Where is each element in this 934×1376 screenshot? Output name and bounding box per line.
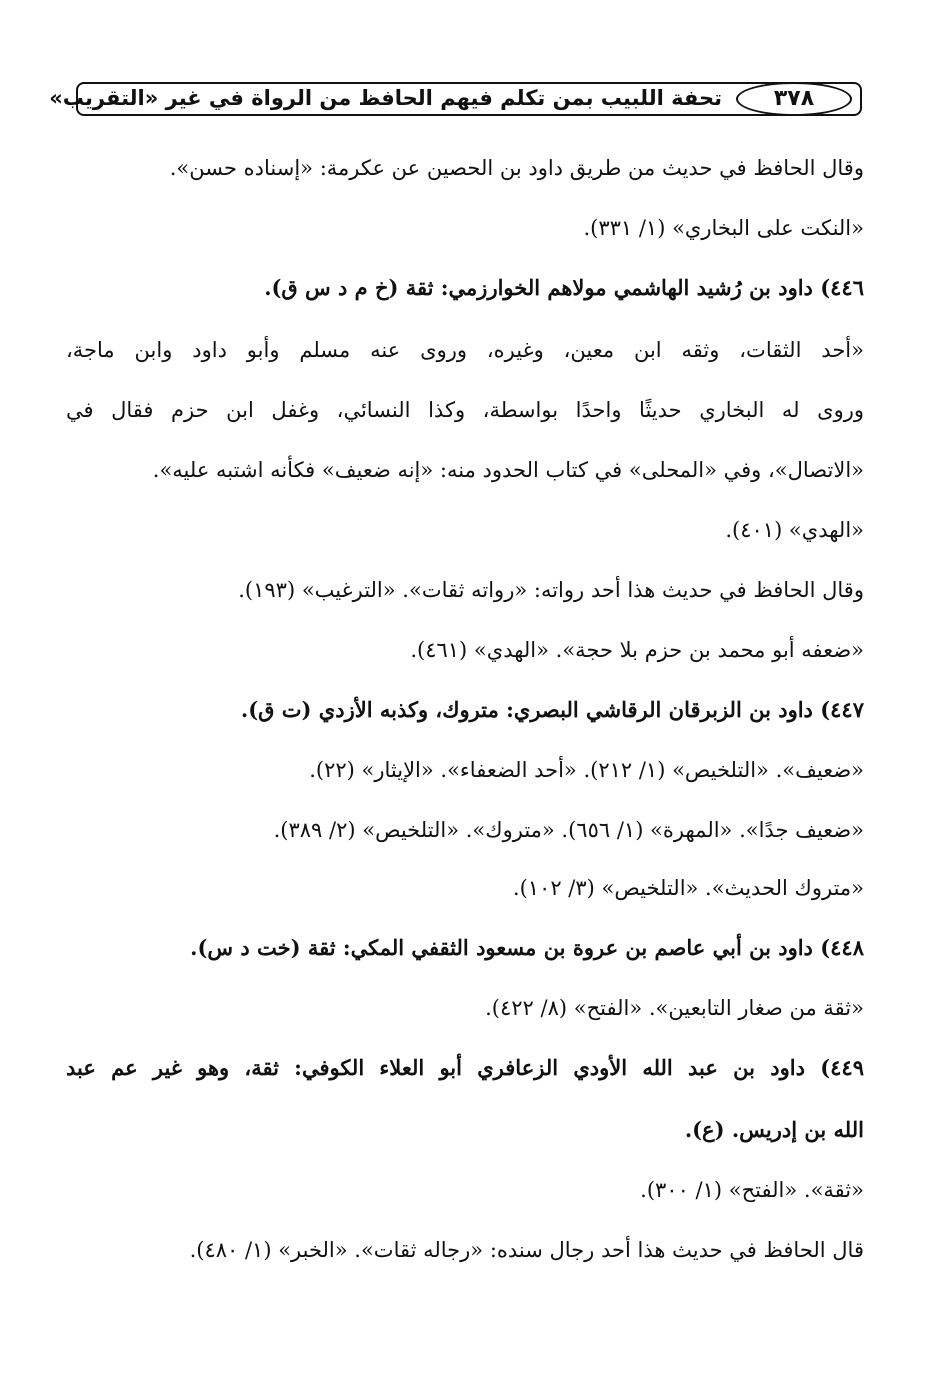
page-number: ٣٧٨ — [736, 82, 852, 116]
entry-heading-448: ٤٤٨) داود بن أبي عاصم بن عروة بن مسعود الثقفي المكي: ثقة (خت د س). — [190, 935, 864, 960]
text-line: «النكت على البخاري» (١/ ٣٣١). — [583, 216, 864, 240]
text-line: قال الحافظ في حديث هذا أحد رجال سنده: «رجاله ثقات». «الخبر» (١/ ٤٨٠). — [189, 1238, 864, 1262]
text-line: «ضعيف». «التلخيص» (١/ ٢١٢). «أحد الضعفاء». «الإيثار» (٢٢). — [309, 758, 864, 782]
text-line: وقال الحافظ في حديث من طريق داود بن الحصين عن عكرمة: «إسناده حسن». — [169, 156, 864, 180]
entry-heading-449-cont: الله بن إدريس. (ع). — [684, 1117, 864, 1142]
entry-heading-449: ٤٤٩) داود بن عبد الله الأودي الزعافري أبو العلاء الكوفي: ثقة، وهو غير عم عبد — [66, 1055, 864, 1080]
text-line: «ثقة». «الفتح» (١/ ٣٠٠). — [640, 1178, 864, 1202]
text-line: «متروك الحديث». «التلخيص» (٣/ ١٠٢). — [512, 876, 864, 900]
text-line: «الاتصال»، وفي «المحلى» في كتاب الحدود منه: «إنه ضعيف» فكأنه اشتبه عليه». — [152, 458, 864, 482]
entry-heading-446: ٤٤٦) داود بن رُشيد الهاشمي مولاهم الخوارزمي: ثقة (خ م د س ق). — [264, 275, 864, 300]
text-line: «أحد الثقات، وثقه ابن معين، وغيره، وروى عنه مسلم وأبو داود وابن ماجة، — [66, 338, 864, 362]
text-line: «ضعفه أبو محمد بن حزم بلا حجة». «الهدي» (٤٦١). — [410, 638, 864, 662]
text-line: وقال الحافظ في حديث هذا أحد رواته: «رواته ثقات». «الترغيب» (١٩٣). — [238, 578, 864, 602]
entry-heading-447: ٤٤٧) داود بن الزبرقان الرقاشي البصري: متروك، وكذبه الأزدي (ت ق). — [240, 697, 864, 722]
text-line: «ثقة من صغار التابعين». «الفتح» (٨/ ٤٢٢). — [485, 996, 864, 1020]
text-line: «ضعيف جدًا». «المهرة» (١/ ٦٥٦). «متروك». «التلخيص» (٢/ ٣٨٩). — [273, 818, 864, 842]
header-title: تحفة اللبيب بمن تكلم فيهم الحافظ من الرواة في غير «التقريب» — [49, 86, 722, 110]
text-line: «الهدي» (٤٠١). — [725, 518, 864, 542]
text-line: وروى له البخاري حديثًا واحدًا بواسطة، وكذا النسائي، وغفل ابن حزم فقال في — [66, 398, 864, 422]
running-header — [49, 82, 862, 116]
